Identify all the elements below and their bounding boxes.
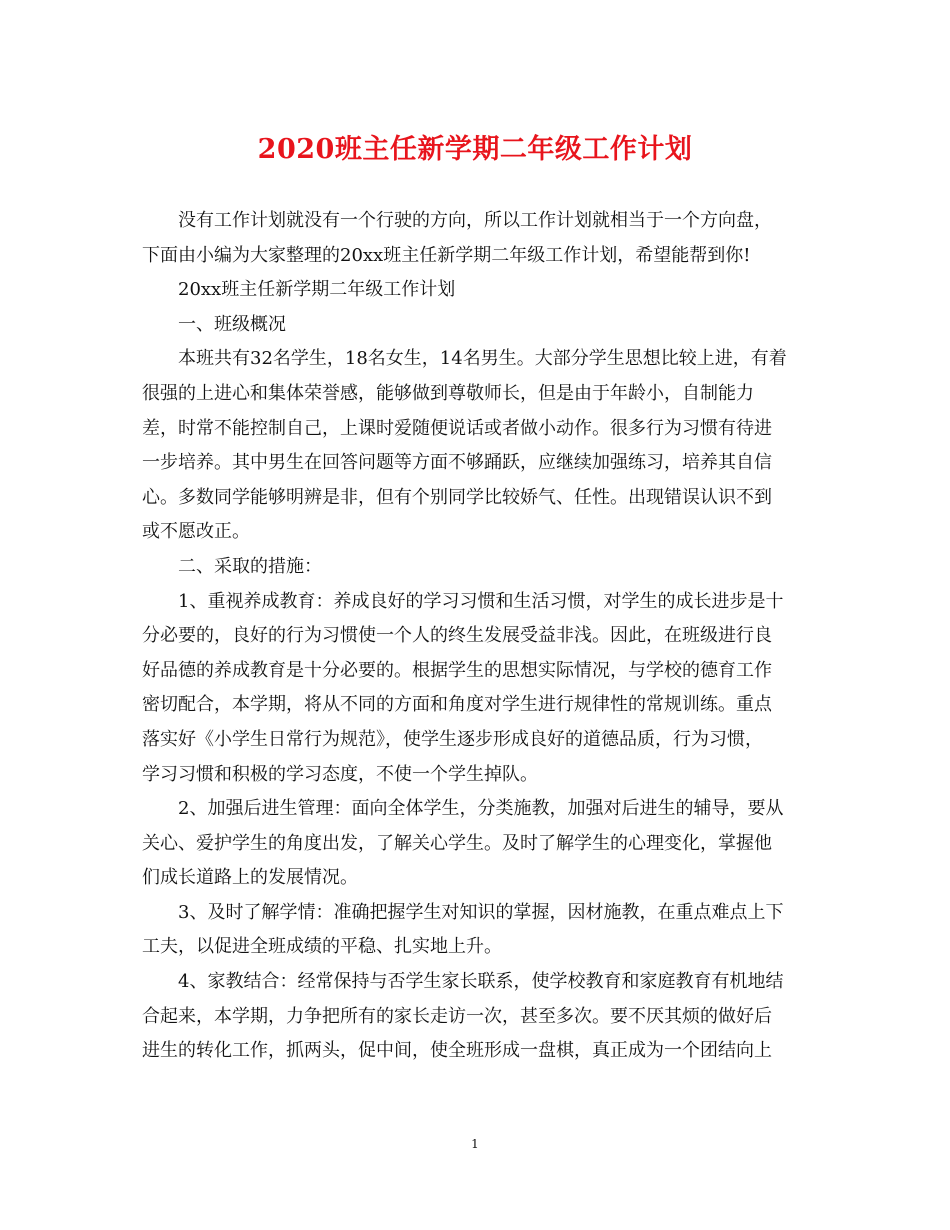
intro-paragraph: 没有工作计划就没有一个行驶的方向，所以工作计划就相当于一个方向盘， 下面由小编为大家整理的20xx班主任新学期二年级工作计划，希望能帮到你! xyxy=(142,210,772,266)
plan-subtitle: 20xx班主任新学期二年级工作计划 xyxy=(178,279,456,301)
section-heading-class-overview: 一、班级概况 xyxy=(178,313,286,335)
section-heading-measures: 二、采取的措施： xyxy=(178,555,322,577)
class-overview-paragraph: 本班共有32名学生，18名女生，14名男生。大部分学生思想比较上进，有着 很强的上进心和集体荣誉感，能够做到尊敬师长，但是由于年龄小，自制能力 差，时常不能控制自己，上课时爱随便说话或者做小动作。很多行为习惯有待进 一步培养。其中男生在回答问题等方面不够踊跃，应继续加强练习，培养其自信 心。多数同学能够明辨是非，但有个别同学比较娇气、任性。出现错误认识不到 或不愿改正。 xyxy=(142,348,787,543)
measure-1-paragraph: 1、重视养成教育：养成良好的学习习惯和生活习惯，对学生的成长进步是十 分必要的，良好的行为习惯使一个人的终生发展受益非浅。因此，在班级进行良 好品德的养成教育是十分必要的。根据学生的思想实际情况，与学校的德育工作 密切配合，本学期，将从不同的方面和角度对学生进行规律性的常规训练。重点 落实好《小学生日常行为规范》，使学生逐步形成良好的道德品质，行为习惯， 学习习惯和积极的学习态度，不使一个学生掉队。 xyxy=(142,590,784,785)
measure-3-paragraph: 3、及时了解学情：准确把握学生对知识的掌握，因材施教，在重点难点上下 工夫，以促进全班成绩的平稳、扎实地上升。 xyxy=(142,901,784,958)
document-title: 2020班主任新学期二年级工作计划 xyxy=(257,134,693,165)
document-body xyxy=(142,204,814,1069)
measure-2-paragraph: 2、加强后进生管理：面向全体学生，分类施教，加强对后进生的辅导，要从 关心、爱护学生的角度出发，了解关心学生。及时了解学生的心理变化，掌握他 们成长道路上的发展情况。 xyxy=(142,798,784,889)
page-number: 1 xyxy=(471,1137,479,1151)
measure-4-paragraph: 4、家教结合：经常保持与否学生家长联系，使学校教育和家庭教育有机地结 合起来，本学期，力争把所有的家长走访一次，甚至多次。要不厌其烦的做好后 进生的转化工作，抓两头，促中间，使全班形成一盘棋，真正成为一个团结向上 xyxy=(142,971,784,1062)
